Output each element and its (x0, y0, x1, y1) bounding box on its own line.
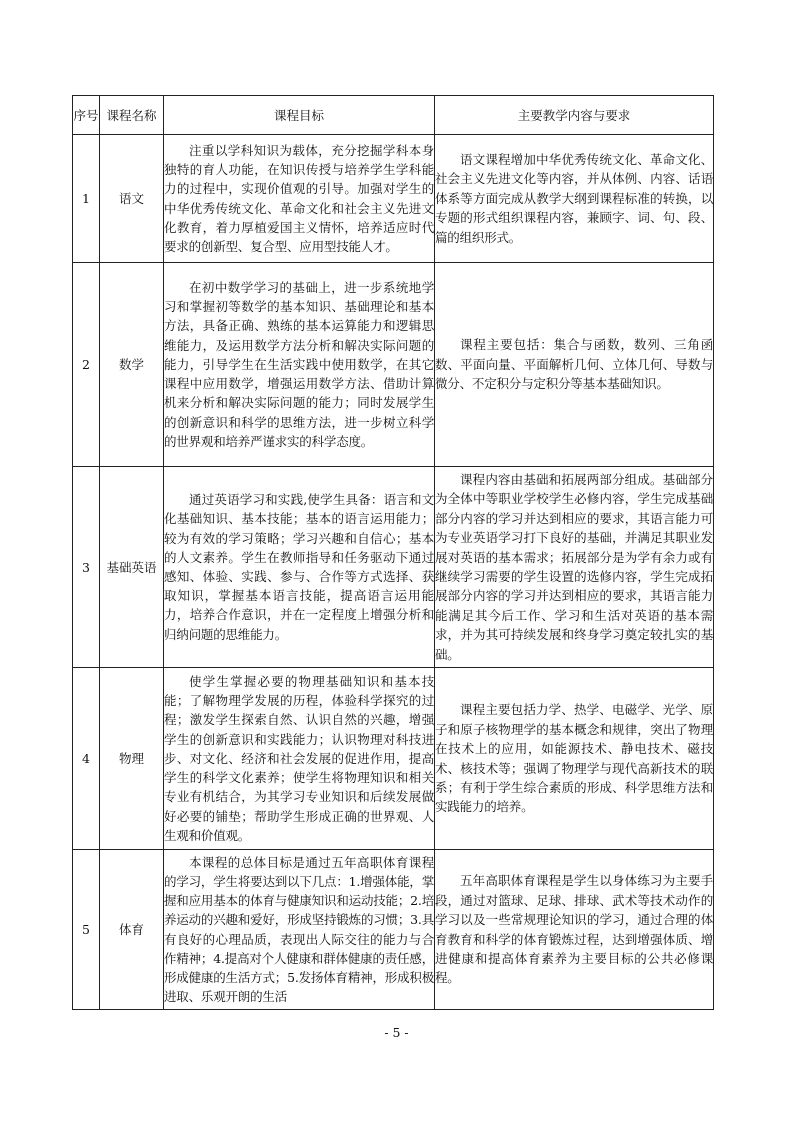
course-content: 语文课程增加中华优秀传统文化、革命文化、社会主义先进文化等内容，并从体例、内容、话语体系等方面完成从教学大纲到课程标准的转换，以专题的形式组织课程内容，兼顾字、词、句、段、篇的组织形式。 (435, 151, 713, 245)
table-row (73, 467, 714, 668)
header-goal: 课程目标 (164, 96, 435, 135)
course-goal: 注重以学科知识为载体，充分挖掘学科本身独特的育人功能，在知识传授与培养学生学科能力的过程中，实现价值观的引导。加强对学生的中华优秀传统文化、革命文化和社会主义先进文化教育，着力厚植爱国主义情怀，培养适应时代要求的创新型、复合型、应用型技能人才。 (164, 142, 434, 254)
course-name: 基础英语 (100, 467, 164, 668)
row-number: 3 (73, 467, 100, 668)
course-content-cell (435, 668, 714, 850)
course-goal-cell (164, 135, 435, 263)
course-name: 语文 (100, 135, 164, 263)
course-content-cell (435, 467, 714, 668)
table-row (73, 263, 714, 467)
course-goal-cell (164, 668, 435, 850)
course-goal: 在初中数学学习的基础上，进一步系统地学习和掌握初等数学的基本知识、基础理论和基本方法，具备正确、熟练的基本运算能力和逻辑思维能力，及运用数学方法分析和解决实际问题的能力，引导学生在生活实践中使用数学，在其它课程中应用数学，增强运用数学方法、借助计算机来分析和解决实际问题的能力；同时发展学生的创新意识和科学的思维方法，进一步树立科学的世界观和培养严谨求实的科学态度。 (164, 280, 434, 449)
course-goal: 本课程的总体目标是通过五年高职体育课程的学习，学生将要达到以下几点：1.增强体能，掌握和应用基本的体育与健康知识和运动技能；2.培养运动的兴趣和爱好，形成坚持锻炼的习惯；3.具有良好的心理品质，表现出人际交往的能力与合作精神；4.提高对个人健康和群体健康的责任感，形成健康的生活方式；5.发扬体育精神，形成积极进取、乐观开朗的生活 (164, 854, 434, 1005)
header-num: 序号 (73, 96, 100, 135)
course-content-cell (435, 850, 714, 1010)
course-content: 课程主要包括力学、热学、电磁学、光学、原子和原子核物理学的基本概念和规律，突出了物理在技术上的应用，如能源技术、静电技术、磁技术、核技术等；强调了物理学与现代高新技术的联系；有利于学生综合素质的形成、科学思维方法和实践能力的培养。 (435, 702, 713, 815)
course-goal: 通过英语学习和实践,使学生具备：语言和文化基础知识、基本技能；基本的语言运用能力；较为有效的学习策略；学习兴趣和自信心；基本的人文素养。学生在教师指导和任务驱动下通过感知、体验、实践、参与、合作等方式选择、获取知识，掌握基本语言技能，提高语言运用能力，培养合作意识，并在一定程度上增强分析和归纳问题的思维能力。 (164, 492, 434, 642)
course-goal-cell (164, 850, 435, 1010)
row-number: 5 (73, 850, 100, 1010)
course-content-cell (435, 263, 714, 467)
course-goal-cell (164, 467, 435, 668)
page-number: - 5 - (384, 1025, 409, 1040)
course-content: 课程内容由基础和拓展两部分组成。基础部分为全体中等职业学校学生必修内容，学生完成基础部分内容的学习并达到相应的要求，其语言能力可为专业英语学习打下良好的基础，并满足其职业发展对英语的基本需求；拓展部分是为学有余力或有继续学习需要的学生设置的选修内容，学生完成拓展部分内容的学习并达到相应的要求，其语言能力能满足其今后工作、学习和生活对英语的基本需求，并为其可持续发展和终身学习奠定较扎实的基础。 (435, 471, 713, 662)
course-table (72, 95, 714, 1010)
table-row (73, 850, 714, 1010)
course-name: 物理 (100, 668, 164, 850)
header-name: 课程名称 (100, 96, 164, 135)
course-content-cell (435, 135, 714, 263)
row-number: 2 (73, 263, 100, 467)
course-name: 体育 (100, 850, 164, 1010)
course-goal: 使学生掌握必要的物理基础知识和基本技能；了解物理学发展的历程，体验科学探究的过程；激发学生探索自然、认识自然的兴趣，增强学生的创新意识和实践能力；认识物理对科技进步、对文化、经济和社会发展的促进作用，提高学生的科学文化素养；使学生将物理知识和相关专业有机结合，为其学习专业知识和后续发展做好必要的铺垫；帮助学生形成正确的世界观、人生观和价值观。 (164, 674, 434, 843)
course-content: 五年高职体育课程是学生以身体练习为主要手段，通过对篮球、足球、排球、武术等技术动作的学习以及一些常规理论知识的学习，通过合理的体育教育和科学的体育锻炼过程，达到增强体质、增进健康和提高体育素养为主要目标的公共必修课程。 (435, 873, 713, 986)
table-row (73, 668, 714, 850)
header-row (73, 96, 714, 135)
row-number: 4 (73, 668, 100, 850)
header-content: 主要教学内容与要求 (435, 96, 714, 135)
course-goal-cell (164, 263, 435, 467)
table-row (73, 135, 714, 263)
row-number: 1 (73, 135, 100, 263)
course-name: 数学 (100, 263, 164, 467)
course-content: 课程主要包括：集合与函数，数列、三角函数、平面向量、平面解析几何、立体几何、导数与微分、不定积分与定积分等基本基础知识。 (435, 337, 713, 392)
